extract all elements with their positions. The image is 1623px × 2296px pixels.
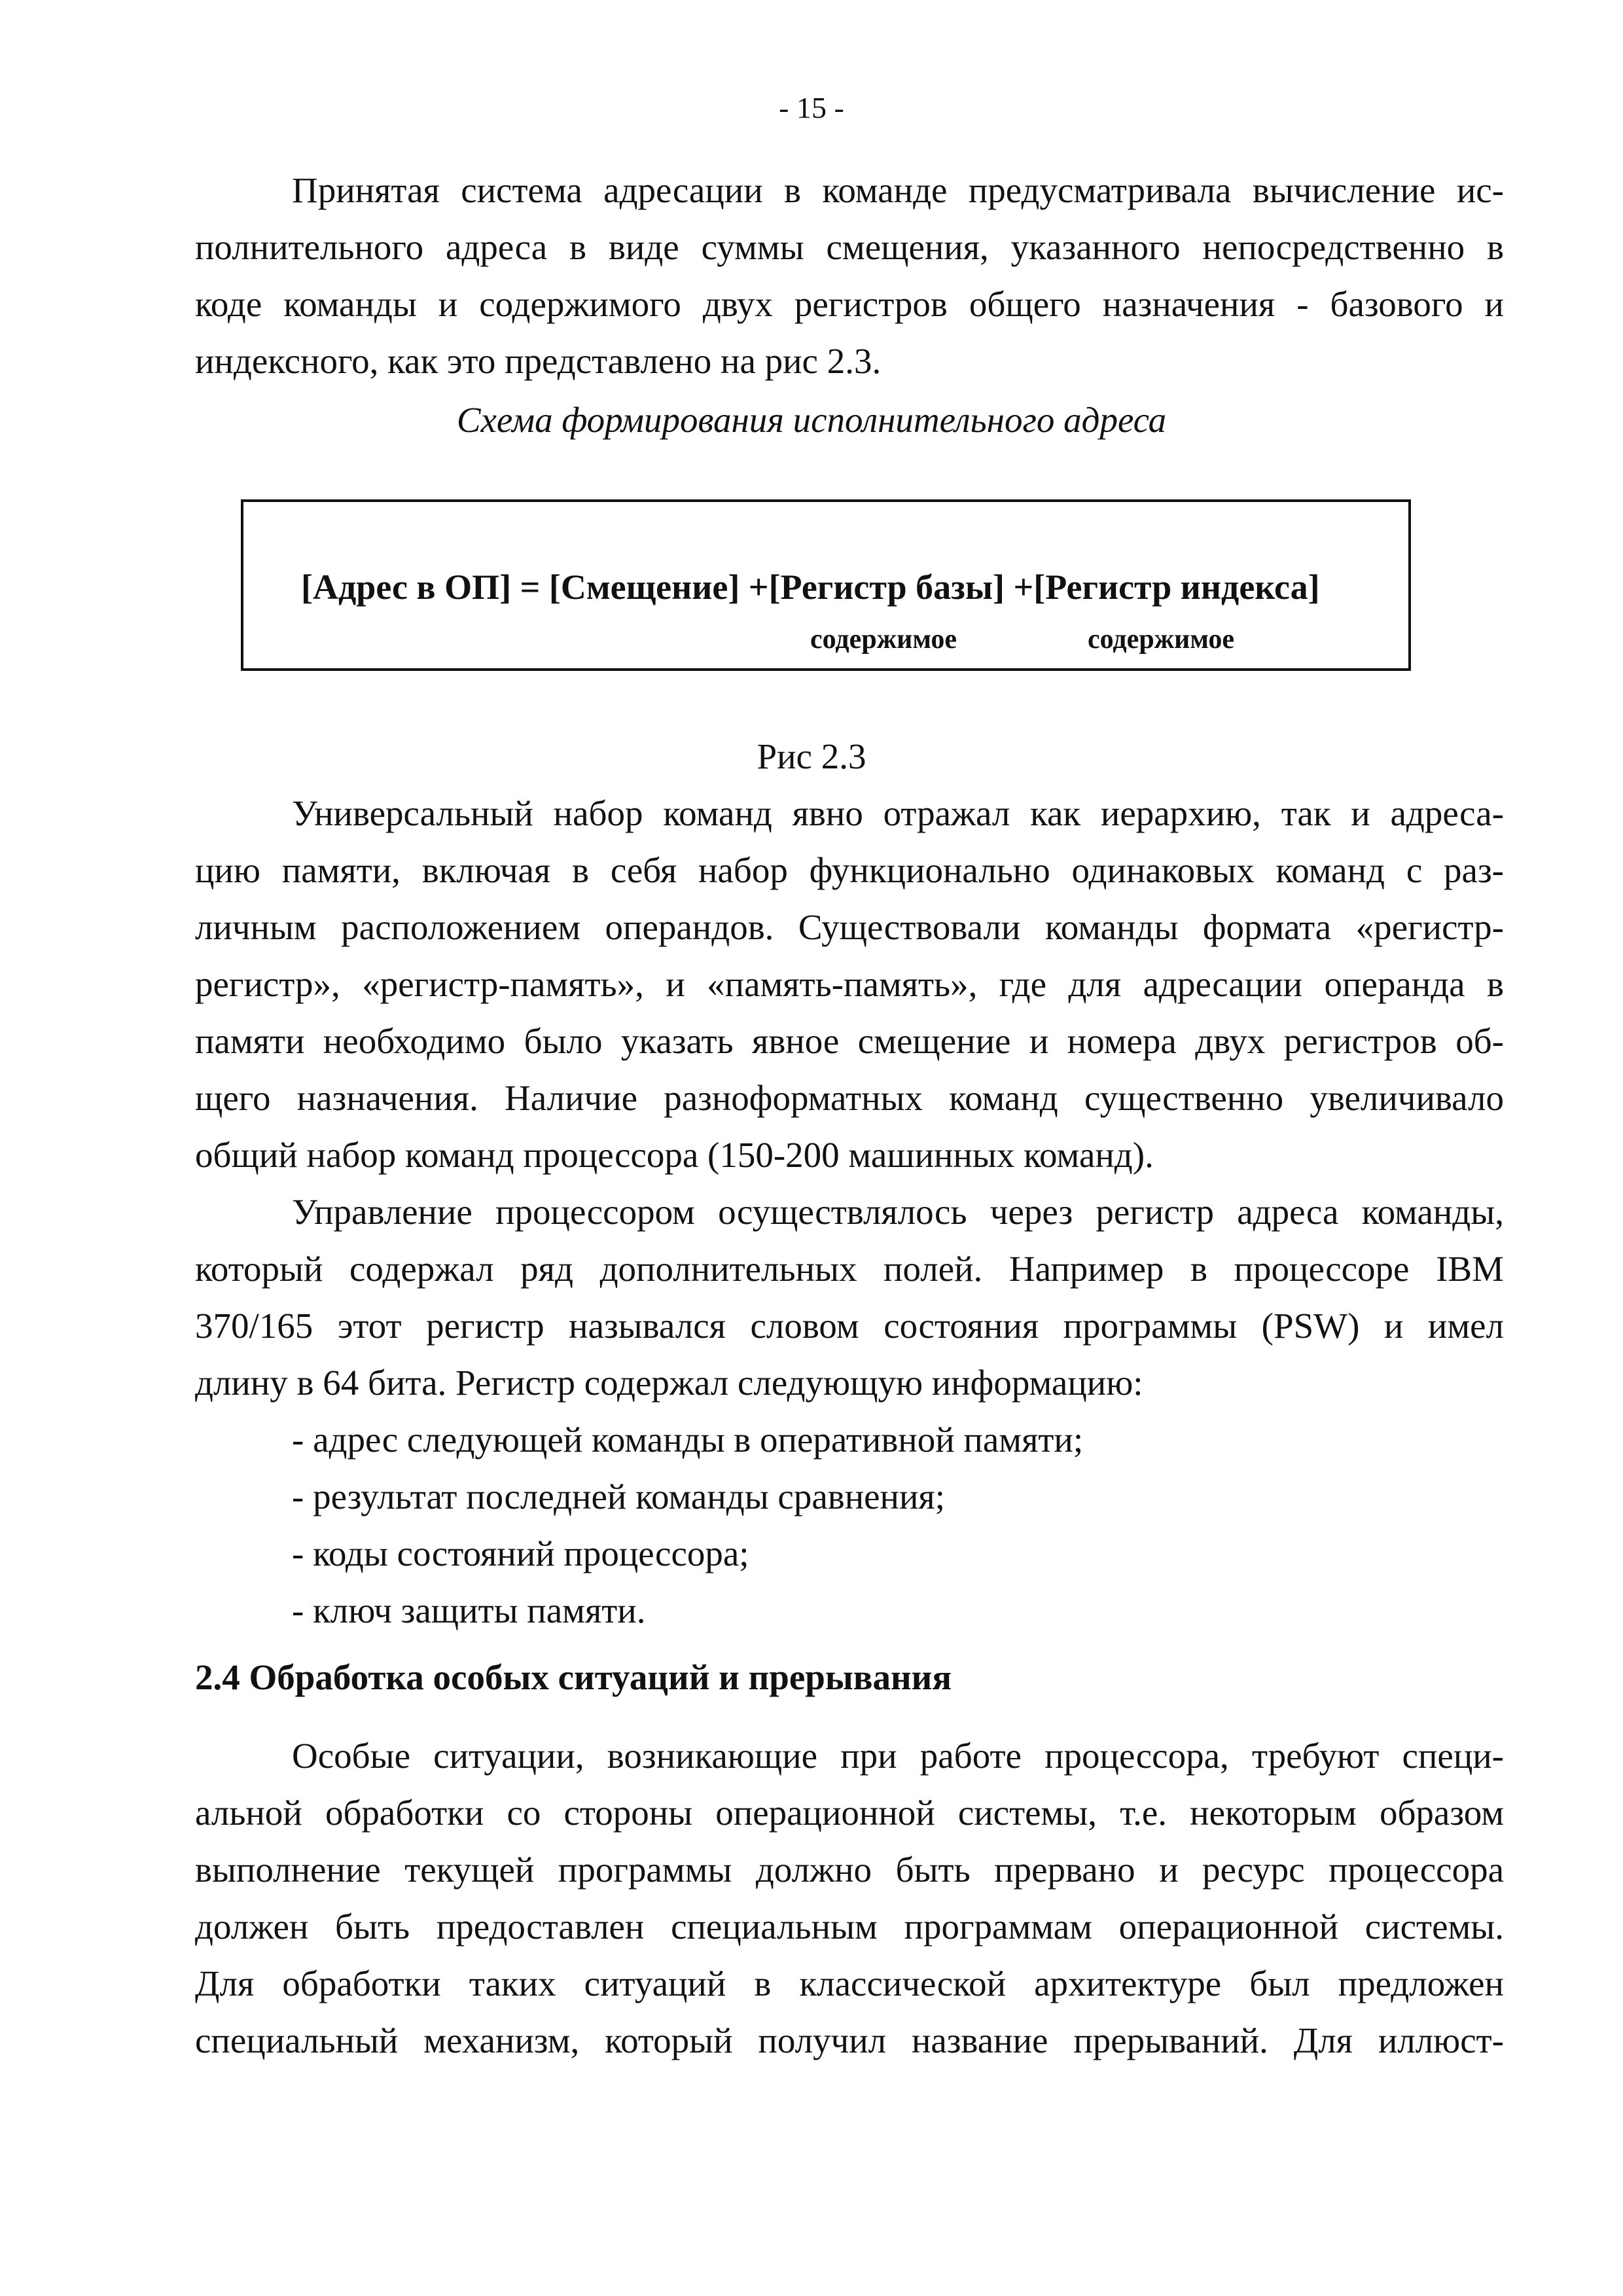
list-item: - коды состояний процессора; [292, 1534, 749, 1573]
list-item: - результат последней команды сравнения; [292, 1477, 946, 1516]
figure-caption: Рис 2.3 [757, 736, 866, 776]
formula-box [241, 499, 1411, 671]
text-line: цию памяти, включая в себя набор функционально одинаковых команд с раз- [195, 850, 1504, 890]
text-line: личным расположением операндов. Существовали команды формата «регистр- [195, 907, 1504, 947]
text-line: коде команды и содержимого двух регистров общего назначения - базового и [195, 284, 1504, 324]
section-heading: 2.4 Обработка особых ситуаций и прерывания [195, 1657, 952, 1697]
address-formula: [Адрес в ОП] = [Смещение] +[Регистр базы] +[Регистр индекса] [301, 567, 1320, 607]
text-line: Принятая система адресации в команде предусматривала вычисление ис- [292, 170, 1504, 210]
text-line: регистр», «регистр-память», и «память-память», где для адресации операнда в [195, 964, 1504, 1004]
text-line: Универсальный набор команд явно отражал как иерархию, так и адреса- [292, 793, 1504, 833]
text-line: общий набор команд процессора (150-200 машинных команд). [195, 1135, 1154, 1175]
paragraph-psw [195, 1183, 1504, 1411]
text-line: выполнение текущей программы должно быть прервано и ресурс процессора [195, 1850, 1504, 1890]
text-line: специальный механизм, который получил название прерываний. Для иллюст- [195, 2020, 1504, 2060]
text-line: 370/165 этот регистр назывался словом состояния программы (PSW) и имел [195, 1306, 1504, 1346]
paragraph-instruction-set [195, 785, 1504, 1183]
text-line: длину в 64 бита. Регистр содержал следующую информацию: [195, 1363, 1143, 1403]
formula-sub-label: содержимое [1088, 624, 1235, 655]
text-line: Управление процессором осуществлялось через регистр адреса команды, [292, 1192, 1504, 1232]
text-line: Особые ситуации, возникающие при работе процессора, требуют специ- [292, 1736, 1504, 1776]
formula-sub-label: содержимое [810, 624, 957, 655]
page-number: - 15 - [779, 91, 844, 124]
paragraph-interrupts [195, 1727, 1504, 2069]
text-line: Для обработки таких ситуаций в классической архитектуре был предложен [195, 1964, 1504, 2003]
text-line: щего назначения. Наличие разноформатных команд существенно увеличивало [195, 1078, 1504, 1118]
text-line: индексного, как это представлено на рис 2.3. [195, 341, 882, 381]
text-line: который содержал ряд дополнительных полей. Например в процессоре IBM [195, 1249, 1504, 1289]
text-line: полнительного адреса в виде суммы смещения, указанного непосредственно в [195, 227, 1504, 267]
text-line: памяти необходимо было указать явное смещение и номера двух регистров об- [195, 1021, 1504, 1061]
text-line: альной обработки со стороны операционной системы, т.е. некоторым образом [195, 1793, 1504, 1833]
figure-title: Схема формирования исполнительного адреса [456, 400, 1167, 440]
paragraph-addressing [195, 162, 1504, 389]
psw-contents-list [292, 1411, 1083, 1639]
list-item: - адрес следующей команды в оперативной памяти; [292, 1420, 1084, 1460]
text-line: должен быть предоставлен специальным программам операционной системы. [195, 1907, 1504, 1946]
list-item: - ключ защиты памяти. [292, 1590, 646, 1630]
